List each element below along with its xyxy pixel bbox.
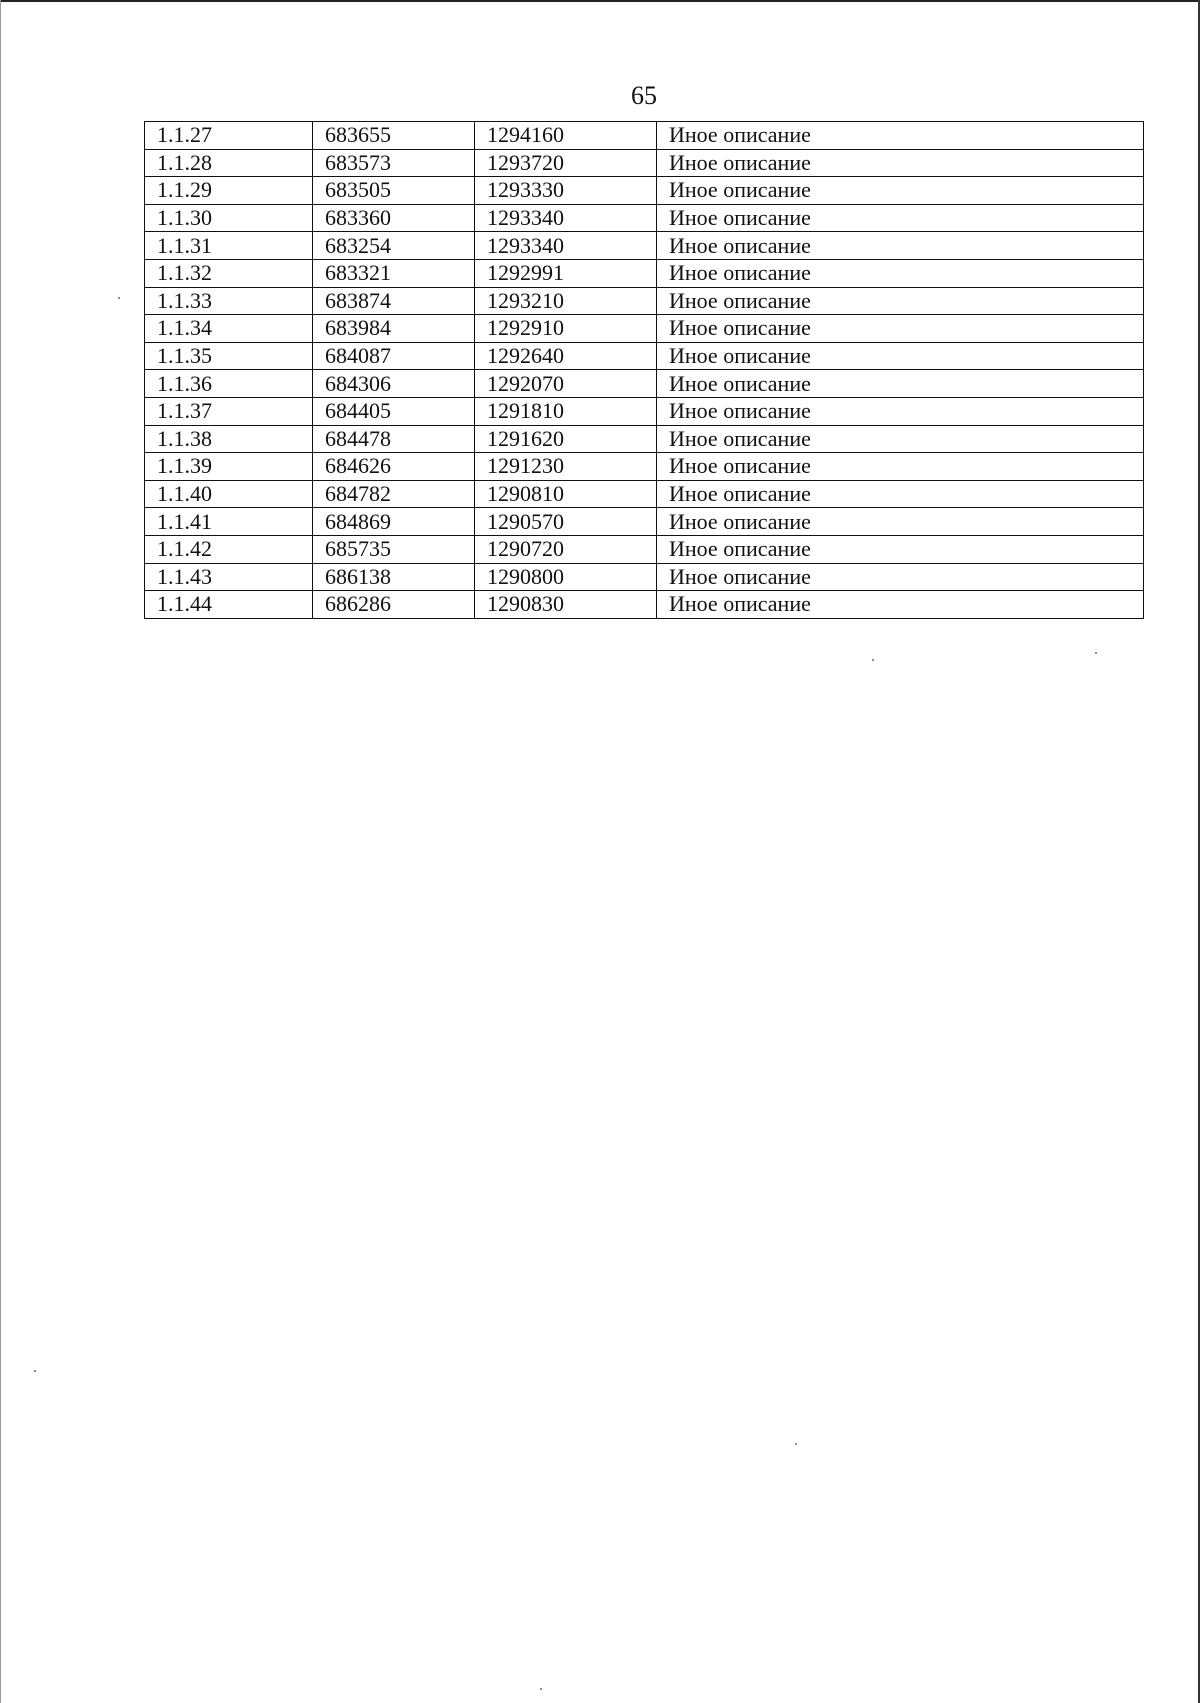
- x-coordinate-cell: 683874: [313, 287, 475, 315]
- x-coordinate-cell: 686286: [313, 591, 475, 619]
- y-coordinate-cell: 1293330: [475, 177, 657, 205]
- point-number-cell: 1.1.41: [145, 508, 313, 536]
- y-coordinate-cell: 1291810: [475, 397, 657, 425]
- description-cell: Иное описание: [657, 425, 1144, 453]
- point-number-cell: 1.1.30: [145, 204, 313, 232]
- table-row: [145, 232, 1144, 260]
- point-number-cell: 1.1.32: [145, 259, 313, 287]
- x-coordinate-cell: 684306: [313, 370, 475, 398]
- description-cell: Иное описание: [657, 315, 1144, 343]
- point-number-cell: 1.1.39: [145, 453, 313, 481]
- description-cell: Иное описание: [657, 453, 1144, 481]
- description-cell: Иное описание: [657, 177, 1144, 205]
- y-coordinate-cell: 1290810: [475, 480, 657, 508]
- scan-edge-top: [0, 0, 1200, 2]
- x-coordinate-cell: 684478: [313, 425, 475, 453]
- y-coordinate-cell: 1292910: [475, 315, 657, 343]
- x-coordinate-cell: 685735: [313, 535, 475, 563]
- description-cell: Иное описание: [657, 204, 1144, 232]
- scan-speck: [118, 297, 120, 299]
- description-cell: Иное описание: [657, 149, 1144, 177]
- table-row: [145, 453, 1144, 481]
- point-number-cell: 1.1.34: [145, 315, 313, 343]
- scan-speck: [540, 1688, 542, 1690]
- table-row: [145, 563, 1144, 591]
- point-number-cell: 1.1.42: [145, 535, 313, 563]
- description-cell: Иное описание: [657, 563, 1144, 591]
- page-number: 65: [631, 81, 657, 110]
- description-cell: Иное описание: [657, 370, 1144, 398]
- x-coordinate-cell: 684405: [313, 397, 475, 425]
- point-number-cell: 1.1.29: [145, 177, 313, 205]
- table-row: [145, 204, 1144, 232]
- y-coordinate-cell: 1293210: [475, 287, 657, 315]
- y-coordinate-cell: 1292640: [475, 342, 657, 370]
- scan-speck: [34, 1370, 36, 1372]
- y-coordinate-cell: 1290800: [475, 563, 657, 591]
- y-coordinate-cell: 1293720: [475, 149, 657, 177]
- point-number-cell: 1.1.35: [145, 342, 313, 370]
- table-row: [145, 315, 1144, 343]
- table-row: [145, 397, 1144, 425]
- description-cell: Иное описание: [657, 287, 1144, 315]
- point-number-cell: 1.1.37: [145, 397, 313, 425]
- description-cell: Иное описание: [657, 535, 1144, 563]
- x-coordinate-cell: 683573: [313, 149, 475, 177]
- scan-speck: [1095, 652, 1097, 654]
- description-cell: Иное описание: [657, 508, 1144, 536]
- scan-speck: [872, 659, 874, 661]
- table-row: [145, 508, 1144, 536]
- x-coordinate-cell: 683360: [313, 204, 475, 232]
- description-cell: Иное описание: [657, 591, 1144, 619]
- point-number-cell: 1.1.38: [145, 425, 313, 453]
- table-row: [145, 259, 1144, 287]
- table-row: [145, 480, 1144, 508]
- point-number-cell: 1.1.36: [145, 370, 313, 398]
- description-cell: Иное описание: [657, 480, 1144, 508]
- x-coordinate-cell: 683505: [313, 177, 475, 205]
- y-coordinate-cell: 1293340: [475, 204, 657, 232]
- point-number-cell: 1.1.40: [145, 480, 313, 508]
- table-row: [145, 425, 1144, 453]
- table-row: [145, 177, 1144, 205]
- x-coordinate-cell: 684087: [313, 342, 475, 370]
- table-row: [145, 149, 1144, 177]
- y-coordinate-cell: 1290720: [475, 535, 657, 563]
- point-number-cell: 1.1.31: [145, 232, 313, 260]
- x-coordinate-cell: 684626: [313, 453, 475, 481]
- y-coordinate-cell: 1290570: [475, 508, 657, 536]
- table-row: [145, 122, 1144, 150]
- table-row: [145, 287, 1144, 315]
- description-cell: Иное описание: [657, 122, 1144, 150]
- scan-speck: [795, 1443, 797, 1445]
- point-number-cell: 1.1.33: [145, 287, 313, 315]
- table-row: [145, 370, 1144, 398]
- description-cell: Иное описание: [657, 397, 1144, 425]
- point-number-cell: 1.1.27: [145, 122, 313, 150]
- point-number-cell: 1.1.43: [145, 563, 313, 591]
- y-coordinate-cell: 1290830: [475, 591, 657, 619]
- x-coordinate-cell: 683984: [313, 315, 475, 343]
- x-coordinate-cell: 683321: [313, 259, 475, 287]
- coordinates-table-body: [145, 122, 1144, 619]
- x-coordinate-cell: 684782: [313, 480, 475, 508]
- description-cell: Иное описание: [657, 259, 1144, 287]
- y-coordinate-cell: 1292991: [475, 259, 657, 287]
- table-row: [145, 535, 1144, 563]
- table-row: [145, 591, 1144, 619]
- y-coordinate-cell: 1294160: [475, 122, 657, 150]
- description-cell: Иное описание: [657, 232, 1144, 260]
- scan-edge-left: [0, 0, 1, 1703]
- y-coordinate-cell: 1292070: [475, 370, 657, 398]
- point-number-cell: 1.1.44: [145, 591, 313, 619]
- y-coordinate-cell: 1293340: [475, 232, 657, 260]
- coordinates-table: [144, 121, 1144, 619]
- y-coordinate-cell: 1291620: [475, 425, 657, 453]
- x-coordinate-cell: 686138: [313, 563, 475, 591]
- point-number-cell: 1.1.28: [145, 149, 313, 177]
- x-coordinate-cell: 684869: [313, 508, 475, 536]
- x-coordinate-cell: 683655: [313, 122, 475, 150]
- y-coordinate-cell: 1291230: [475, 453, 657, 481]
- table-row: [145, 342, 1144, 370]
- description-cell: Иное описание: [657, 342, 1144, 370]
- x-coordinate-cell: 683254: [313, 232, 475, 260]
